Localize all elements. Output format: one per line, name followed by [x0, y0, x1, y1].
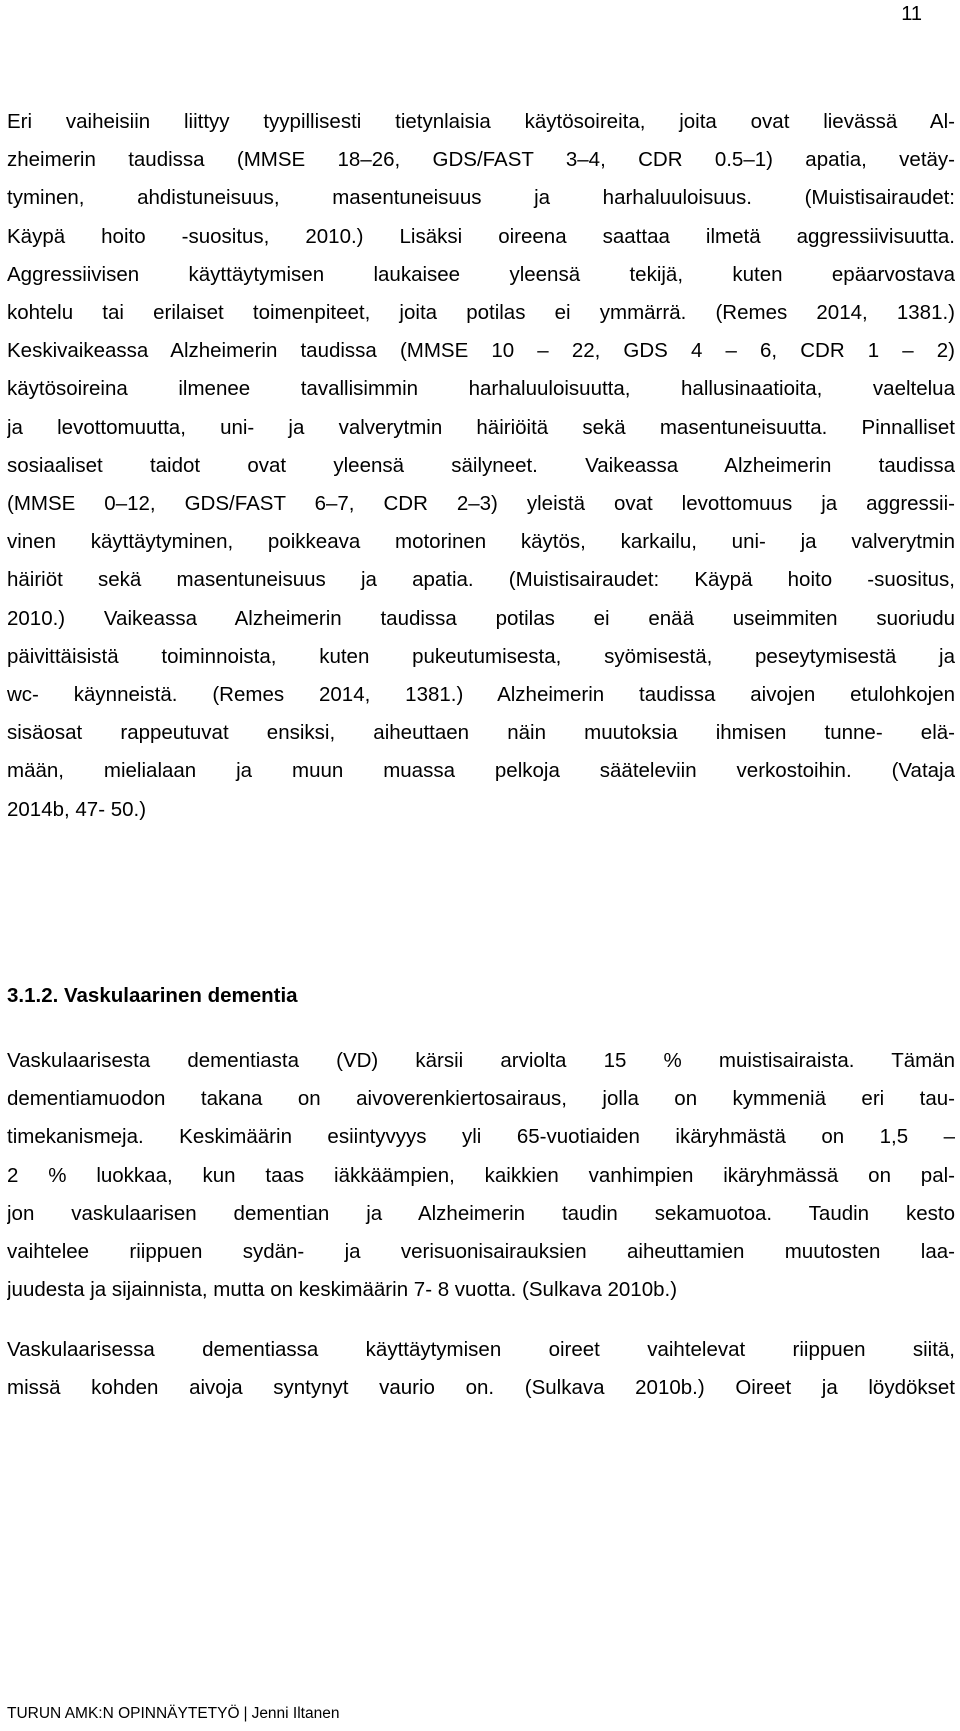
section-heading: 3.1.2. Vaskulaarinen dementia [7, 984, 298, 1007]
text-line: 2 % luokkaa, kun taas iäkkäämpien, kaikkien vanhimpien ikäryhmässä on pal- [7, 1163, 955, 1187]
text-line: juudesta ja sijainnista, mutta on keskimäärin 7- 8 vuotta. (Sulkava 2010b.) [7, 1278, 678, 1302]
text-line: vaihtelee riippuen sydän- ja verisuonisairauksien aiheuttamien muutosten laa- [7, 1240, 955, 1264]
text-line: dementiamuodon takana on aivoverenkiertosairaus, jolla on kymmeniä eri tau- [7, 1087, 955, 1111]
text-line: missä kohden aivoja syntynyt vaurio on. (Sulkava 2010b.) Oireet ja löydökset [7, 1376, 955, 1400]
text-line: mään, mielialaan ja muun muassa pelkoja sääteleviin verkostoihin. (Vataja [7, 759, 955, 783]
page-footer [7, 1704, 339, 1724]
text-line: Käypä hoito -suositus, 2010.) Lisäksi oireena saattaa ilmetä aggressiivisuutta. [7, 224, 955, 248]
text-line: Vaskulaarisesta dementiasta (VD) kärsii arviolta 15 % muistisairaista. Tämän [7, 1049, 955, 1072]
text-line: Aggressiivisen käyttäytymisen laukaisee yleensä tekijä, kuten epäarvostava [7, 262, 955, 286]
footer-author: Jenni Iltanen [251, 1705, 340, 1722]
text-line: sosiaaliset taidot ovat yleensä säilyneet. Vaikeassa Alzheimerin taudissa [7, 453, 955, 477]
text-line: päivittäisistä toiminnoista, kuten pukeutumisesta, syömisestä, peseytymisestä ja [7, 644, 955, 668]
text-line: käytösoireina ilmenee tavallisimmin harhaluuloisuutta, hallusinaatioita, vaeltelua [7, 377, 955, 401]
text-line: vinen käyttäytyminen, poikkeava motorinen käytös, karkailu, uni- ja valverytmin [7, 530, 955, 554]
text-line: timekanismeja. Keskimäärin esiintyvyys yli 65-vuotiaiden ikäryhmästä on 1,5 – [7, 1125, 955, 1149]
text-line: Eri vaiheisiin liittyy tyypillisesti tietynlaisia käytösoireita, joita ovat lievässä Al- [7, 110, 955, 133]
text-line: ja levottomuutta, uni- ja valverytmin häiriöitä sekä masentuneisuutta. Pinnalliset [7, 415, 955, 439]
paragraph-vascular-dementia [7, 1042, 955, 1309]
footer-separator: | [243, 1705, 248, 1722]
text-line: zheimerin taudissa (MMSE 18–26, GDS/FAST 3–4, CDR 0.5–1) apatia, vetäy- [7, 148, 955, 172]
text-line: 2010.) Vaikeassa Alzheimerin taudissa potilas ei enää useimmiten suoriudu [7, 606, 955, 630]
page-number: 11 [901, 3, 922, 25]
text-line: tyminen, ahdistuneisuus, masentuneisuus ja harhaluuloisuus. (Muistisairaudet: [7, 186, 955, 210]
text-line: jon vaskulaarisen dementian ja Alzheimerin taudin sekamuotoa. Taudin kesto [7, 1201, 955, 1225]
text-line: sisäosat rappeutuvat ensiksi, aiheuttaen näin muutoksia ihmisen tunne- elä- [7, 721, 955, 745]
text-line: kohtelu tai erilaiset toimenpiteet, joita potilas ei ymmärrä. (Remes 2014, 1381.) [7, 301, 955, 325]
document-body [7, 103, 955, 1400]
text-line: 2014b, 47- 50.) [7, 797, 147, 821]
text-line: häiriöt sekä masentuneisuus ja apatia. (Muistisairaudet: Käypä hoito -suositus, [7, 568, 955, 592]
text-line: (MMSE 0–12, GDS/FAST 6–7, CDR 2–3) yleistä ovat levottomuus ja aggressii- [7, 492, 955, 516]
paragraph-vascular-symptoms [7, 1331, 955, 1407]
text-line: wc- käynneistä. (Remes 2014, 1381.) Alzheimerin taudissa aivojen etulohkojen [7, 683, 955, 707]
text-line: Keskivaikeassa Alzheimerin taudissa (MMSE 10 – 22, GDS 4 – 6, CDR 1 – 2) [7, 339, 955, 363]
text-line: Vaskulaarisessa dementiassa käyttäytymisen oireet vaihtelevat riippuen siitä, [7, 1338, 955, 1361]
paragraph-alzheimer-stages [7, 103, 955, 867]
footer-institution: TURUN AMK:N OPINNÄYTETYÖ [7, 1705, 240, 1722]
